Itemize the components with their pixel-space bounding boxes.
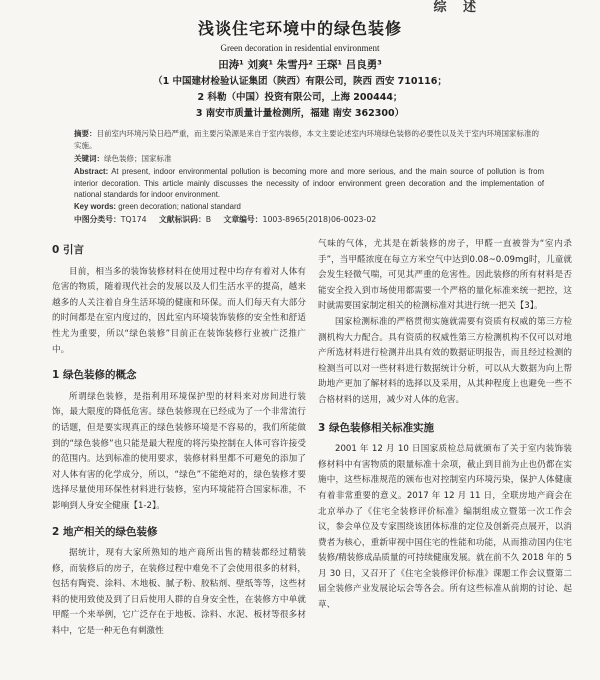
affiliation-1: （1 中国建材检验认证集团（陕西）有限公司，陕西 西安 710116； xyxy=(153,76,447,87)
affiliation-2: 2 科勒（中国）投资有限公司，上海 200444； xyxy=(197,92,403,103)
section-tag: 综 述 xyxy=(433,0,482,15)
section-0-heading: 0 引言 xyxy=(52,244,84,256)
abstract-en-text: At present, indoor environmental pollution is becoming more and more serious, and the main source of pollution is from interior decoration. This article mainly discusses the necessity of indoor environment green decoration and the implementation of national standards for indoor environment. xyxy=(74,167,544,199)
article-value: 1003-8965(2018)06-0023-02 xyxy=(262,215,377,224)
continued-paragraph: 气味的气体，尤其是在新装修的房子，甲醛一直被誉为“室内杀手”，当甲醛浓度在每立方米空气中达到0.08~0.09mg时，儿童就会发生轻微气喘，可见其严重的危害性。因此装修的所有材料是否能安全投入到市场使用都需要一个严格的量化标准来统一把控，这时就需要国家制定相关的检测标准对其进行统一把关【3】。 xyxy=(318,239,572,312)
left-column xyxy=(52,243,306,640)
keywords-zh-text: 绿色装修；国家标准 xyxy=(104,154,172,163)
section-1-paragraph: 所谓绿色装修，是指利用环境保护型的材料来对房间进行装饰，最大限度的降低危害。绿色装修现在已经成为了一个非常流行的话题，但是要实现真正的绿色装修环境是不容易的，我们所能做到的“绿色装修”也只能是最大程度的将污染控制在人体可容许接受的范围内。达到标准的使用要求，装修材料里都不可避免的添加了对人体有害的化学成分，所以，“绿色”不能绝对的，绿色装修才要选择尽量使用环保性材料进行装修，室内环境能符合国家标准，不影响到人身安全健康【1-2】。 xyxy=(52,391,306,511)
keywords-en xyxy=(74,201,544,213)
right-column xyxy=(318,237,572,614)
affiliation-3: 3 南安市质量计量检测所，福建 南安 362300） xyxy=(195,108,405,119)
abstract-en-label: Abstract: xyxy=(74,167,109,176)
abstract-zh-text: 目前室内环境污染日趋严重，而主要污染源是来自于室内装修，本文主要论述室内环境绿色装修的必要性以及关于室内环境国家标准的实施。 xyxy=(74,129,539,150)
testing-paragraph: 国家检测标准的严格贯彻实施就需要有资质有权威的第三方检测机构大力配合。具有资质的权威性第三方检测机构不仅可以对地产所选材料进行检测并出具有效的数据证明报告，而且经过检测的检测当可以对一些材料进行数据统计分析，可以从大数据为向上帮助地产更加了解材料的选择以及采用，从其种程度上也避免一些不合格材料的送用，减少对人体的危害。 xyxy=(318,316,572,405)
abstract-en xyxy=(74,166,544,201)
keywords-en-label: Key words: xyxy=(74,202,117,211)
clc-label: 中图分类号： xyxy=(74,215,121,224)
keywords-zh xyxy=(74,153,544,165)
abstract-zh xyxy=(74,128,544,151)
section-0-paragraph: 目前，相当多的装饰装修材料在使用过程中均存有着对人体有危害的物质，随着现代社会的发展以及人们生活水平的提高，越来越多的人关注着自身生活环境的健康和环保。而人们每天有大部分的时间都是在室内度过的，因此室内环境装饰装修的安全性和舒适性尤为重要，所以“绿色装修”目前正在装饰装修行业被广泛推广中。 xyxy=(52,266,306,355)
doc-label: 文献标识码： xyxy=(158,215,206,224)
section-3-paragraph: 2001 年 12 月 10 日国家质检总局就颁布了关于室内装饰装修材料中有害物质的限量标准十余项，截止到目前为止也仍都在实施中，这些标准规范的颁布也对控制室内环境污染，保护人体健康有着非常重要的意义。2017 年 12 月 11 日，全联房地产商会在北京举办了《住宅全装修评价标准》编制组成立暨第一次工作会议，参会单位及专家围绕该团体标准的定位及创新亮点展开，以消费者为核心，重新审视中国住宅的性能和功能，从而推动国内住宅装修/精装修成品质量的可持续健康发展。就在前不久 2018 年的 5 月 30 日，又召开了《住宅全装修评价标准》课题工作会议暨第二届全装修产业发展论坛会等各会。所有这些标准从前期的讨论、起草、 xyxy=(318,444,572,611)
section-2-heading: 2 地产相关的绿色装修 xyxy=(52,525,158,538)
keywords-en-text: green decoration; national standard xyxy=(118,202,241,211)
classification-line xyxy=(74,214,544,226)
section-1-heading: 1 绿色装修的概念 xyxy=(52,369,137,382)
abstract-zh-label: 摘要： xyxy=(74,129,97,138)
section-3-heading: 3 绿色装修相关标准实施 xyxy=(318,421,434,434)
doc-value: B xyxy=(205,215,212,224)
keywords-zh-label: 关键词： xyxy=(74,154,104,163)
paper-title: 浅谈住宅环境中的绿色装修 xyxy=(197,19,402,38)
article-label: 文章编号： xyxy=(223,215,263,224)
section-2-paragraph: 据统计，现有大家所熟知的地产商所出售的精装都经过精装修，而装修后的房子，在装修过程中难免不了会使用很多的材料，包括有陶瓷、涂料、木地板、腻子粉、胶粘剂、壁纸等等，这些材料的使用致使及到了日后使用人群的自身安全性，在装修方中单就甲醛一个来举例，它广泛存在于地板、涂料、水泥、板材等很多材料中，它是一种无色有刺激性 xyxy=(52,548,306,637)
paper-title-en: Green decoration in residential environment xyxy=(220,43,380,53)
clc-value: TQ174 xyxy=(120,215,147,224)
authors: 田涛¹ 刘爽¹ 朱雪丹² 王琛¹ 吕良勇³ xyxy=(218,59,382,71)
header-bar xyxy=(0,0,600,8)
